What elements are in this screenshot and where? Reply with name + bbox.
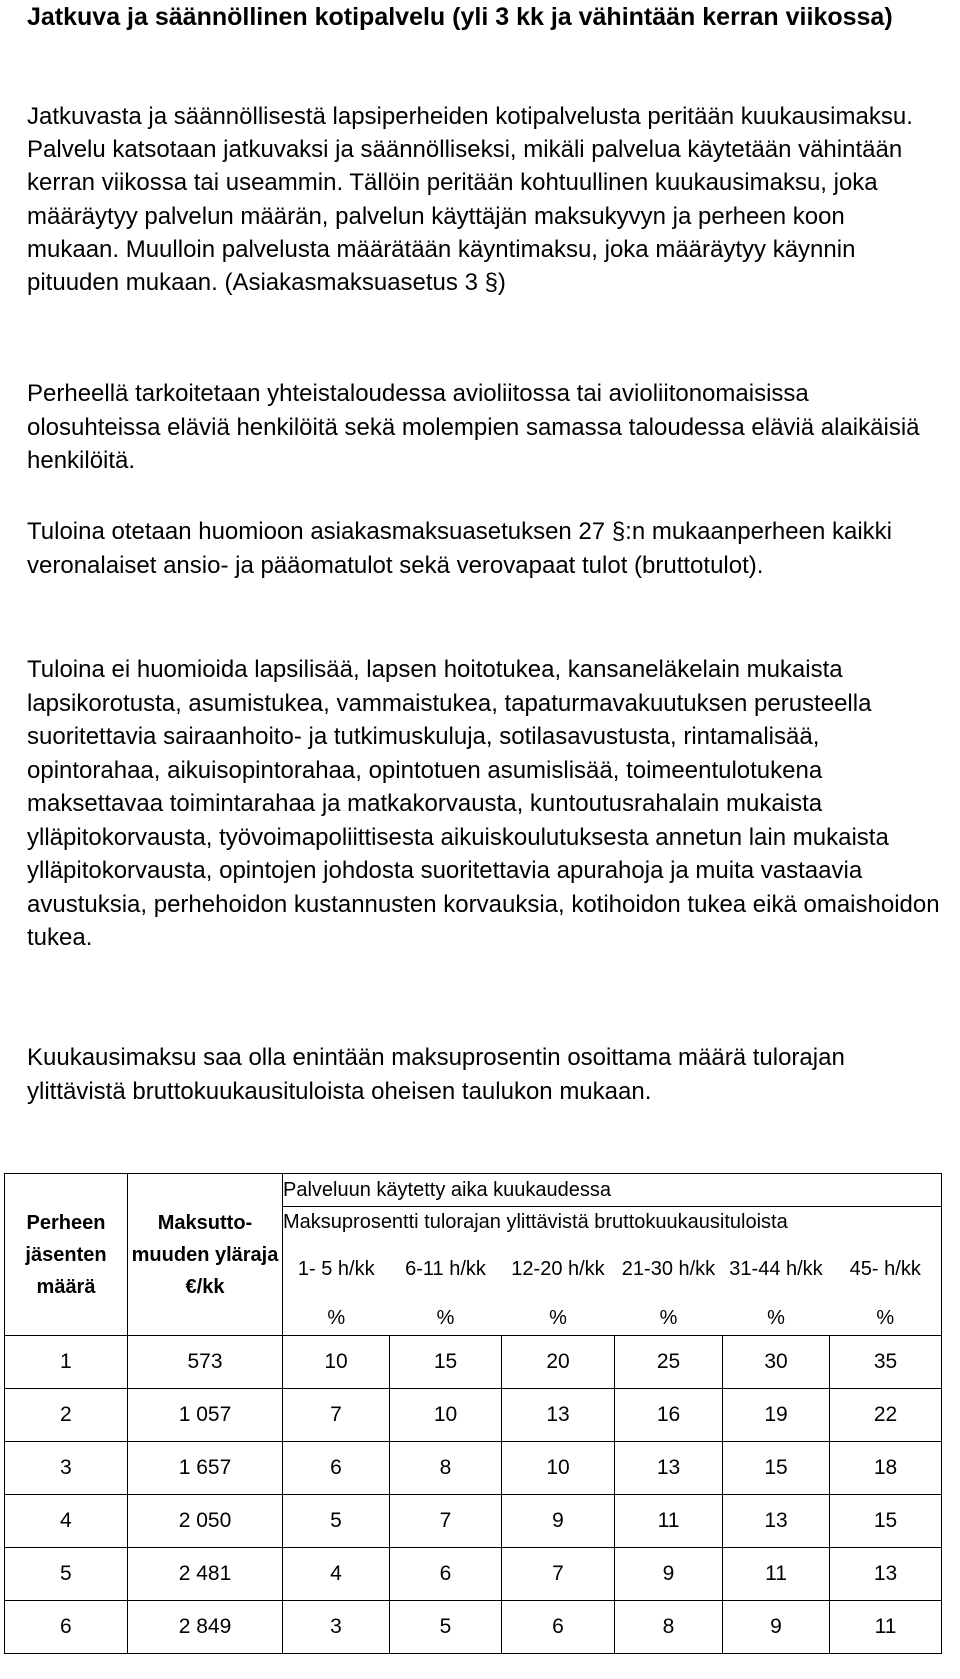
cell-fee-percent: 8 xyxy=(390,1442,502,1495)
cell-fee-percent: 30 xyxy=(723,1336,830,1389)
cell-fee-percent: 5 xyxy=(283,1495,390,1548)
header-percent-symbol: % xyxy=(723,1301,830,1336)
cell-fee-percent: 15 xyxy=(830,1495,942,1548)
cell-fee-percent: 10 xyxy=(502,1442,615,1495)
cell-fee-percent: 13 xyxy=(502,1389,615,1442)
cell-fee-percent: 13 xyxy=(615,1442,723,1495)
cell-fee-percent: 3 xyxy=(283,1601,390,1654)
paragraph-income-included: Tuloina otetaan huomioon asiakasmaksuasetuksen 27 §:n mukaanperheen kaikki veronalaiset ansio- ja pääomatulot sekä verovapaat tulot (bruttotulot). xyxy=(27,518,892,579)
cell-fee-percent: 19 xyxy=(723,1389,830,1442)
cell-fee-limit: 2 849 xyxy=(128,1601,283,1654)
header-percent-symbol: % xyxy=(283,1301,390,1336)
header-hours-col: 45- h/kk xyxy=(830,1237,942,1301)
header-hours-col: 1- 5 h/kk xyxy=(297,1258,375,1280)
cell-fee-percent: 5 xyxy=(390,1601,502,1654)
cell-fee-percent: 22 xyxy=(830,1389,942,1442)
header-hours-col: 12-20 h/kk xyxy=(511,1258,605,1280)
cell-fee-percent: 15 xyxy=(723,1442,830,1495)
cell-fee-percent: 9 xyxy=(723,1601,830,1654)
cell-fee-percent: 11 xyxy=(615,1495,723,1548)
cell-fee-percent: 10 xyxy=(283,1336,390,1389)
cell-fee-percent: 6 xyxy=(502,1601,615,1654)
table-row xyxy=(5,1495,942,1548)
paragraph-family-definition: Perheellä tarkoitetaan yhteistaloudessa avioliitossa tai avioliitonomaisissa olosuhteissa eläviä henkilöitä sekä molempien samassa taloudessa eläviä alaikäisiä henkilöitä. xyxy=(27,380,920,474)
cell-fee-percent: 6 xyxy=(283,1442,390,1495)
fee-table xyxy=(4,1173,942,1654)
cell-fee-limit: 2 050 xyxy=(128,1495,283,1548)
cell-fee-percent: 7 xyxy=(502,1548,615,1601)
cell-fee-percent: 13 xyxy=(830,1548,942,1601)
cell-fee-percent: 10 xyxy=(390,1389,502,1442)
cell-fee-percent: 20 xyxy=(502,1336,615,1389)
paragraph-monthly-fee: Jatkuvasta ja säännöllisestä lapsiperheiden kotipalvelusta peritään kuukausimaksu. Palvelu katsotaan jatkuvaksi ja säännölliseksi, mikäli palvelua käytetään vähintään kerran viikossa tai useammin. Tällöin peritään kohtuullinen kuukausimaksu, joka määräytyy palvelun määrän, palvelun käyttäjän maksukyvyn ja perheen koon mukaan. Muulloin palvelusta määrätään käyntimaksu, joka määräytyy käynnin pituuden mukaan. (Asiakasmaksuasetus 3 §) xyxy=(27,103,913,297)
header-family-members: Perheen jäsenten määrä xyxy=(5,1174,128,1336)
cell-family-members: 3 xyxy=(5,1442,128,1495)
cell-family-members: 2 xyxy=(5,1389,128,1442)
table-row xyxy=(5,1442,942,1495)
cell-fee-percent: 11 xyxy=(830,1601,942,1654)
cell-fee-limit: 573 xyxy=(128,1336,283,1389)
cell-fee-percent: 25 xyxy=(615,1336,723,1389)
header-hours-col: 31-44 h/kk xyxy=(729,1258,823,1280)
cell-fee-limit: 1 057 xyxy=(128,1389,283,1442)
header-time-used: Palveluun käytetty aika kuukaudessa xyxy=(283,1174,942,1207)
header-fee-limit: Maksutto-muuden yläraja €/kk xyxy=(128,1174,283,1336)
cell-fee-percent: 13 xyxy=(723,1495,830,1548)
cell-fee-percent: 6 xyxy=(390,1548,502,1601)
cell-fee-percent: 35 xyxy=(830,1336,942,1389)
paragraph-income-excluded: Tuloina ei huomioida lapsilisää, lapsen hoitotukea, kansaneläkelain mukaista lapsikorotusta, asumistukea, vammaistukea, tapaturmavakuutuksen perusteella suoritettavia sairaanhoito- ja tutkimuskuluja, sotilasavustusta, rintamalisää, opintorahaa, aikuisopintorahaa, opintotuen asumislisää, toimeentulotukena maksettavaa toimintarahaa ja matkakorvausta, kuntoutusrahalain mukaista ylläpitokorvausta, työvoimapoliittisesta aikuiskoulutuksesta annetun lain mukaista ylläpitokorvausta, opintojen johdosta suoritettavia apurahoja ja muita vastaavia avustuksia, perhehoidon kustannusten korvauksia, kotihoidon tukea eikä omaishoidon tukea. xyxy=(27,656,940,951)
cell-fee-percent: 15 xyxy=(390,1336,502,1389)
cell-fee-percent: 9 xyxy=(502,1495,615,1548)
header-percent-symbol: % xyxy=(390,1301,502,1336)
header-hours-col: 21-30 h/kk xyxy=(621,1258,716,1280)
cell-family-members: 1 xyxy=(5,1336,128,1389)
cell-family-members: 5 xyxy=(5,1548,128,1601)
cell-fee-percent: 9 xyxy=(615,1548,723,1601)
header-percent-symbol: % xyxy=(502,1301,615,1336)
cell-fee-percent: 7 xyxy=(283,1389,390,1442)
cell-fee-percent: 8 xyxy=(615,1601,723,1654)
table-row xyxy=(5,1601,942,1654)
cell-fee-percent: 4 xyxy=(283,1548,390,1601)
fee-table-body xyxy=(5,1336,942,1654)
header-fee-percentage: Maksuprosentti tulorajan ylittävistä bruttokuukausituloista xyxy=(283,1207,942,1238)
cell-fee-percent: 18 xyxy=(830,1442,942,1495)
cell-fee-percent: 16 xyxy=(615,1389,723,1442)
cell-fee-limit: 1 657 xyxy=(128,1442,283,1495)
paragraph-fee-maximum: Kuukausimaksu saa olla enintään maksuprosentin osoittama määrä tulorajan ylittävistä bruttokuukausituloista oheisen taulukon mukaan. xyxy=(27,1044,845,1105)
table-row xyxy=(5,1548,942,1601)
cell-family-members: 6 xyxy=(5,1601,128,1654)
table-row xyxy=(5,1389,942,1442)
header-percent-symbol: % xyxy=(830,1301,942,1336)
header-hours-col: 6-11 h/kk xyxy=(405,1258,486,1280)
page-title: Jatkuva ja säännöllinen kotipalvelu (yli 3 kk ja vähintään kerran viikossa) xyxy=(27,3,893,31)
cell-fee-limit: 2 481 xyxy=(128,1548,283,1601)
cell-family-members: 4 xyxy=(5,1495,128,1548)
cell-fee-percent: 7 xyxy=(390,1495,502,1548)
cell-fee-percent: 11 xyxy=(723,1548,830,1601)
table-row xyxy=(5,1336,942,1389)
header-percent-symbol: % xyxy=(615,1301,723,1336)
